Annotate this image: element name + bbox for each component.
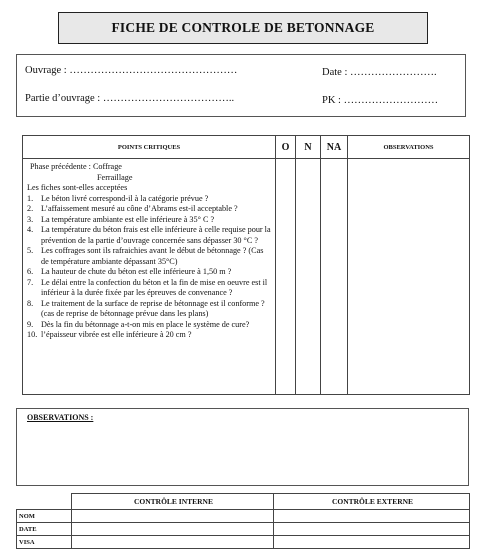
form-title: FICHE DE CONTROLE DE BETONNAGE — [58, 12, 428, 44]
critical-points-table — [22, 135, 470, 395]
item-text: l’épaisseur vibrée est elle inférieure à 20 cm ? — [41, 330, 192, 339]
list-item — [27, 278, 272, 299]
header-points-critiques: POINTS CRITIQUES — [23, 136, 276, 159]
header-o: O — [276, 136, 296, 159]
table-header-row — [23, 136, 470, 159]
item-number: 8. — [27, 298, 34, 308]
intro-line: Les fiches sont-elles acceptées — [27, 183, 128, 192]
external-nom-cell[interactable] — [274, 510, 470, 523]
item-number: 4. — [27, 225, 34, 234]
control-row-visa — [17, 536, 470, 549]
item-text: La hauteur de chute du béton est elle inférieure à 1,50 m ? — [41, 267, 232, 276]
date-field[interactable]: Date : ……………………. — [322, 67, 437, 78]
item-number: 3. — [27, 214, 34, 224]
table-body-row — [23, 159, 470, 395]
item-text: La température du béton frais est elle inférieure à celle requise pour la prévention de la partie d’ouvrage concernée sans dépasser 30 °C ? — [41, 225, 271, 245]
control-signature-table — [16, 493, 470, 549]
row-label-date: DATE — [17, 523, 72, 536]
list-item — [27, 267, 272, 278]
item-number: 7. — [27, 277, 34, 287]
observations-box[interactable] — [16, 408, 469, 486]
corner-cell — [17, 494, 72, 510]
partie-ouvrage-field[interactable]: Partie d’ouvrage : ……………………………….. — [25, 93, 235, 104]
header-n: N — [296, 136, 321, 159]
list-item — [27, 204, 272, 215]
col-na-cell[interactable] — [321, 159, 348, 395]
internal-control-header: CONTRÔLE INTERNE — [72, 494, 274, 510]
item-number: 2. — [27, 204, 34, 213]
info-section — [16, 54, 466, 117]
internal-date-cell[interactable] — [72, 523, 274, 536]
phase-sub: Ferraillage — [97, 172, 133, 182]
items-list — [27, 194, 272, 341]
col-o-cell[interactable] — [276, 159, 296, 395]
list-item — [27, 194, 272, 205]
control-header-row — [17, 494, 470, 510]
row-label-visa: VISA — [17, 536, 72, 549]
observations-label: OBSERVATIONS : — [27, 413, 94, 422]
list-item — [27, 225, 272, 246]
control-row-nom — [17, 510, 470, 523]
pk-field[interactable]: PK : ……………………… — [322, 95, 439, 106]
internal-visa-cell[interactable] — [72, 536, 274, 549]
item-text: Dès la fin du bétonnage a-t-on mis en place le système de cure? — [41, 319, 250, 329]
list-item — [27, 215, 272, 226]
ouvrage-field[interactable]: Ouvrage : ………………………………………… — [25, 65, 238, 76]
external-date-cell[interactable] — [274, 523, 470, 536]
list-item — [27, 330, 272, 341]
header-observations: OBSERVATIONS — [348, 136, 470, 159]
item-text: La température ambiante est elle inférieure à 35° C ? — [41, 214, 215, 224]
external-control-header: CONTRÔLE EXTERNE — [274, 494, 470, 510]
control-row-date — [17, 523, 470, 536]
item-text: Le délai entre la confection du béton et la fin de mise en oeuvre est il inférieur à la durée fixée par les épreuves de convenance ? — [41, 277, 268, 297]
list-item — [27, 299, 272, 320]
external-visa-cell[interactable] — [274, 536, 470, 549]
list-item — [27, 320, 272, 331]
list-item — [27, 246, 272, 267]
item-text: L’affaissement mesuré au cône d’Abrams est-il acceptable ? — [41, 204, 238, 213]
item-text: Le traitement de la surface de reprise de bétonnage est il conforme ? (cas de reprise de bétonnage prévue dans les plans) — [41, 298, 265, 318]
item-text: Le béton livré correspond-il à la catégorie prévue ? — [41, 193, 209, 203]
points-list — [23, 159, 276, 395]
col-observations-cell[interactable] — [348, 159, 470, 395]
header-na: NA — [321, 136, 348, 159]
internal-nom-cell[interactable] — [72, 510, 274, 523]
phase-line: Phase précédente : Coffrage — [30, 162, 122, 171]
item-number: 9. — [27, 319, 34, 329]
item-number: 1. — [27, 193, 34, 203]
item-number: 5. — [27, 246, 34, 255]
item-number: 10. — [27, 330, 38, 339]
row-label-nom: NOM — [17, 510, 72, 523]
item-number: 6. — [27, 267, 34, 276]
col-n-cell[interactable] — [296, 159, 321, 395]
item-text: Les coffrages sont ils rafraichies avant le début de bétonnage ? (Cas de température ambiante dépassant 35°C) — [41, 246, 264, 266]
